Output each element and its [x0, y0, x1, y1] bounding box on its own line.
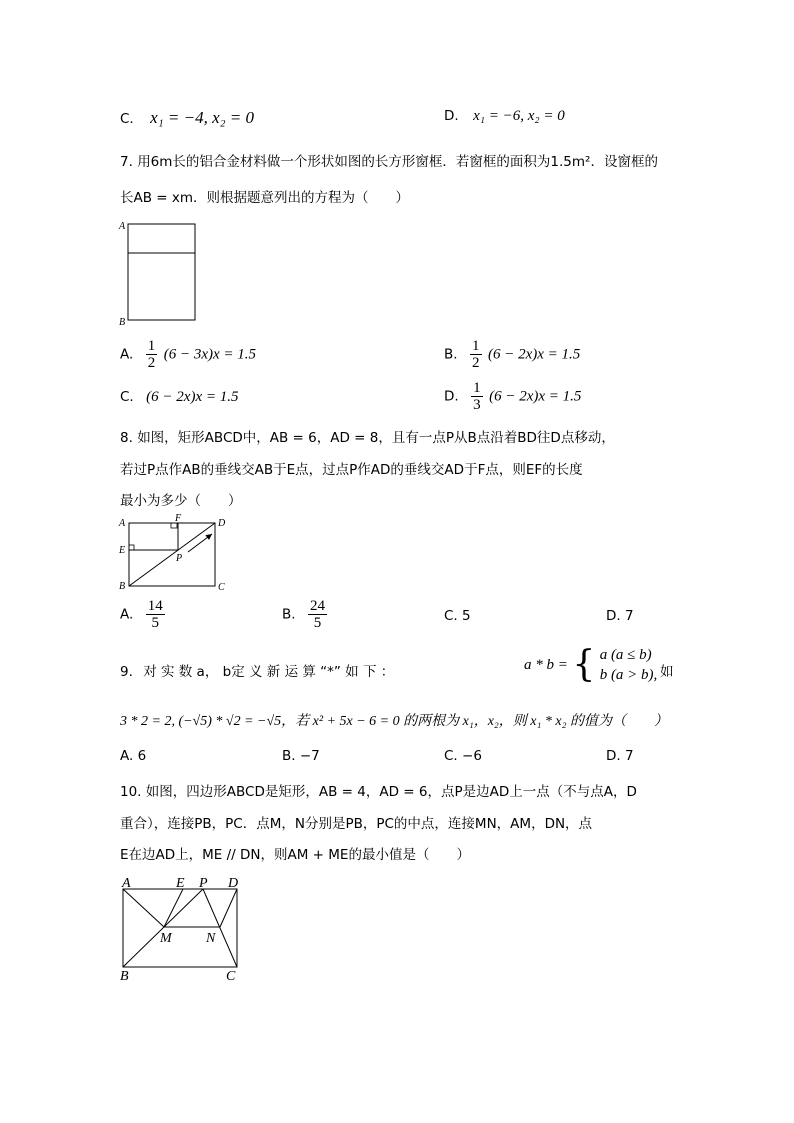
- option-label: C. −6: [444, 748, 482, 764]
- fraction-numerator: 14: [147, 598, 163, 614]
- label-b: B: [119, 317, 126, 328]
- label-a: A: [119, 518, 126, 529]
- q8-stem-line2: [120, 458, 583, 478]
- option-expression: (6 − 2x)x = 1.5: [146, 389, 239, 405]
- option-label: D.: [444, 388, 459, 405]
- label-p: P: [176, 553, 183, 564]
- question-number: 8.: [120, 430, 133, 446]
- option-expression: x₁ = −4, x₂ = 0: [150, 108, 254, 127]
- q9-option-a[interactable]: [120, 748, 146, 764]
- fraction-numerator: 1: [147, 338, 156, 354]
- label-b: B: [120, 969, 129, 984]
- case-one: a (a ≤ b): [599, 647, 652, 663]
- option-expression: (6 − 2x)x = 1.5: [487, 346, 581, 363]
- label-f: F: [175, 514, 182, 524]
- q9-option-b[interactable]: [282, 748, 320, 764]
- question-text: E在边AD上，ME // DN，则AM + ME的最小值是（ ）: [120, 847, 470, 863]
- question-text: 最小为多少（ ）: [120, 493, 242, 509]
- question-text: 重合），连接PB，PC．点M，N分别是PB，PC的中点，连接MN，AM，DN，点: [120, 816, 593, 832]
- fraction-denominator: 3: [473, 397, 481, 413]
- q8-option-a[interactable]: [120, 598, 167, 631]
- option-label: A.: [120, 606, 134, 623]
- fraction-denominator: 5: [151, 615, 159, 631]
- label-a: A: [119, 221, 126, 232]
- label-m: M: [160, 931, 172, 946]
- q6-option-d[interactable]: [444, 108, 565, 125]
- question-text: 如: [660, 664, 674, 680]
- q6-option-c[interactable]: [120, 108, 254, 128]
- option-label: D. 7: [606, 748, 634, 764]
- question-number: 9.: [120, 664, 133, 680]
- option-label: A.: [120, 346, 134, 363]
- option-label: C.: [120, 389, 134, 405]
- q10-stem-line3: [120, 843, 470, 863]
- q8-stem-line3: [120, 489, 242, 509]
- definition-lhs: a * b =: [524, 657, 568, 673]
- question-text: 若过P点作AB的垂线交AB于E点，过点P作AD的垂线交AD于F点，则EF的长度: [120, 462, 583, 478]
- question-text: 对 实 数 a， b定 义 新 运 算 “*” 如 下 ：: [143, 664, 395, 680]
- fraction-numerator: 1: [472, 338, 480, 354]
- label-n: N: [206, 931, 216, 946]
- question-number: 10.: [120, 784, 142, 800]
- question-text: 用6m长的铝合金材料做一个形状如图的长方形窗框．若窗框的面积为1.5m²．设窗框的: [137, 154, 658, 170]
- q7-option-d[interactable]: [444, 380, 581, 413]
- fraction-denominator: 2: [472, 355, 480, 371]
- question-text: 如图，矩形ABCD中，AB = 6，AD = 8，且有一点P从B点沿着BD往D点移动，: [137, 430, 615, 446]
- q10-rectangle-figure: [116, 872, 252, 984]
- question-text: 如图，四边形ABCD是矩形，AB = 4，AD = 6，点P是边AD上一点（不与点A，D: [145, 784, 637, 800]
- q7-option-b[interactable]: [444, 338, 580, 371]
- q8-option-d[interactable]: [606, 608, 634, 624]
- question-text: 3 * 2 = 2, (−√5) * √2 = −√5，若 x² + 5x − 6 = 0 的两根为 x₁，x₂，则 x₁ * x₂ 的值为（ ）: [120, 714, 668, 729]
- q8-rectangle-figure: [116, 514, 236, 596]
- label-d: D: [218, 518, 226, 529]
- q10-stem-line1: [120, 780, 637, 800]
- label-a: A: [122, 876, 131, 891]
- q9-definition: [524, 645, 657, 685]
- option-label: B. −7: [282, 748, 320, 764]
- q7-window-figure: [116, 216, 206, 328]
- fraction-numerator: 24: [310, 598, 326, 614]
- q9-option-c[interactable]: [444, 748, 482, 764]
- option-expression: (6 − 2x)x = 1.5: [489, 388, 582, 405]
- label-e: E: [119, 545, 126, 556]
- fraction-denominator: 5: [313, 615, 322, 631]
- label-c: C: [226, 969, 236, 984]
- option-expression: (6 − 3x)x = 1.5: [163, 346, 257, 363]
- label-e: E: [176, 876, 185, 891]
- q10-stem-line2: [120, 812, 592, 832]
- case-two: b (a > b),: [599, 667, 658, 683]
- option-label: A. 6: [120, 748, 147, 764]
- option-label: C. 5: [444, 608, 471, 624]
- q9-tail: [660, 660, 674, 680]
- q8-option-b[interactable]: [282, 598, 329, 631]
- option-label: D.: [444, 108, 459, 124]
- q9-stem-line2: [120, 710, 668, 730]
- label-b: B: [119, 581, 126, 592]
- label-d: D: [228, 876, 239, 891]
- q7-stem-line1: [120, 150, 658, 170]
- option-label: B.: [282, 606, 296, 623]
- q8-stem-line1: [120, 426, 615, 446]
- question-number: 7.: [120, 154, 133, 170]
- q7-stem-line2: [120, 186, 409, 206]
- q7-option-c[interactable]: [120, 389, 238, 406]
- option-label: D. 7: [606, 608, 634, 624]
- q9-stem-line1: [120, 660, 394, 680]
- brace-symbol: {: [572, 644, 596, 685]
- q7-option-a[interactable]: [120, 338, 256, 371]
- label-c: C: [218, 582, 225, 593]
- fraction-numerator: 1: [473, 380, 481, 396]
- fraction-denominator: 2: [147, 355, 156, 371]
- option-label: B.: [444, 346, 458, 363]
- option-label: C.: [120, 111, 134, 127]
- q8-option-c[interactable]: [444, 608, 471, 624]
- option-expression: x₁ = −6, x₂ = 0: [473, 108, 565, 124]
- label-p: P: [199, 876, 208, 891]
- question-text: 长AB = xm．则根据题意列出的方程为（ ）: [120, 190, 410, 206]
- q9-option-d[interactable]: [606, 748, 634, 764]
